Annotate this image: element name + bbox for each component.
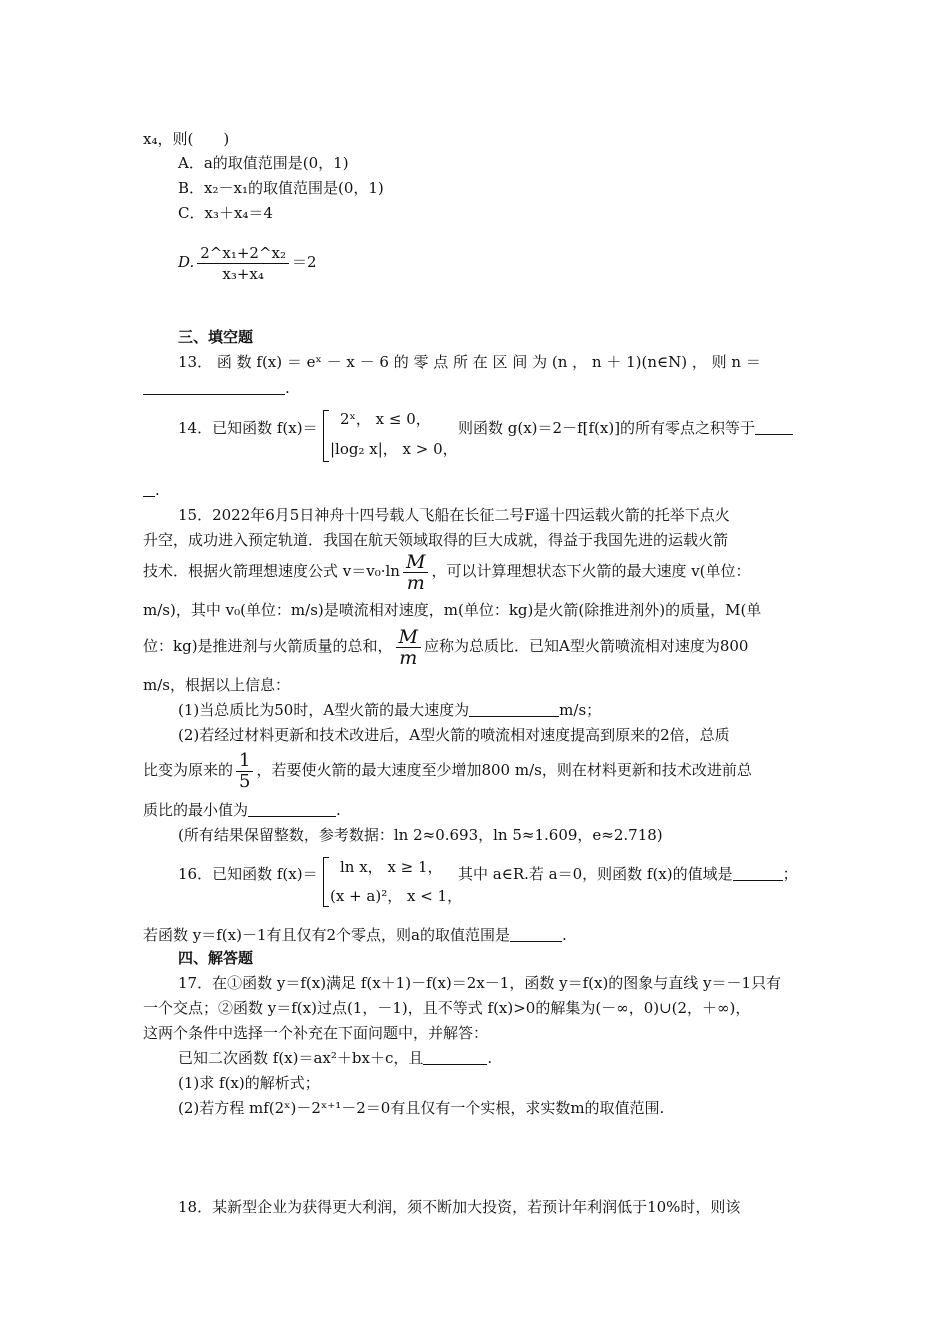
q17-line2: 一个交点；②函数 y＝f(x)过点(1，－1)，且不等式 f(x)>0的解集为(－∞，0)∪(2，＋∞)， [143, 999, 751, 1017]
section-heading-solutions: 四、解答题 [178, 949, 254, 967]
q12-option-b: B．x₂－x₁的取值范围是(0，1) [178, 179, 384, 197]
q16-lead: 16．已知函数 f(x)＝ [178, 865, 318, 883]
q14-answer-blank[interactable] [755, 420, 793, 435]
q18-line1: 18．某新型企业为获得更大利润，须不断加大投资，若预计年利润低于10%时，则该 [178, 1198, 741, 1216]
q15-line4: m/s)，其中 v₀(单位：m/s)是喷流相对速度，m(单位：kg)是火箭(除推进剂外)的质量，M(单 [143, 601, 762, 619]
q14-tail-text: 则函数 g(x)＝2－f[f(x)]的所有零点之积等于 [458, 419, 756, 437]
q13-line1: 13． 函 数 f(x) ＝ eˣ － x － 6 的 零 点 所 在 区 间 为 (n ， n ＋ 1)(n∈N) ， 则 n ＝ [178, 353, 761, 371]
q16-tail-end: ； [782, 865, 798, 883]
q16-tail-text: 其中 a∈R.若 a＝0，则函数 f(x)的值域是 [458, 865, 733, 883]
q15-part2-line2-pre: 比变为原来的 [143, 761, 234, 779]
q15-part2-line3 [143, 800, 341, 820]
q16-piecewise-brace [323, 857, 324, 907]
q15-frac2-den: m [399, 646, 418, 669]
q12-option-d-tail: ＝2 [292, 253, 317, 271]
q16-tail [458, 864, 798, 884]
q14-answer-blank-cont [143, 482, 155, 497]
q15-part1-blank[interactable] [469, 702, 559, 717]
q15-line3-post: ，可以计算理想状态下火箭的最大速度 v(单位： [431, 562, 751, 580]
q17-part1: (1)求 f(x)的解析式； [178, 1074, 320, 1092]
q16-range-blank[interactable] [733, 866, 783, 881]
q15-frac2-num: M [396, 627, 421, 648]
q15-mass-ratio-fraction-2 [396, 627, 421, 668]
q13-line2 [143, 378, 290, 398]
q15-part1-pre: (1)当总质比为50时，A型火箭的最大速度为 [178, 701, 470, 719]
q15-part1-post: m/s； [559, 701, 602, 719]
q12-tail: x₄，则( ) [143, 130, 230, 148]
q16-a-range-blank[interactable] [510, 927, 562, 942]
q13-line2-tail: . [285, 379, 290, 397]
q15-part2-blank[interactable] [248, 802, 336, 817]
q17-part2: (2)若方程 mf(2ˣ)－2ˣ⁺¹－2＝0有且仅有一个实根，求实数m的取值范围. [178, 1099, 665, 1117]
q16-case2: (x + a)²， x < 1， [330, 887, 463, 905]
q12-option-d-label: D. [178, 253, 195, 271]
q15-one-fifth-den: 5 [239, 770, 251, 792]
q15-part1 [178, 700, 601, 720]
q17-line4-pre: 已知二次函数 f(x)＝ax²＋bx＋c，且 [178, 1049, 424, 1067]
q12-option-d [178, 238, 317, 286]
q17-line3: 这两个条件中选择一个补充在下面问题中，并解答： [143, 1024, 489, 1042]
q14-line2-tail: . [155, 481, 160, 499]
q15-line1: 15．2022年6月5日神舟十四号载人飞船在长征二号F遥十四运载火箭的托举下点火 [178, 506, 730, 524]
q14-case1: 2ˣ， x ≤ 0， [340, 410, 431, 428]
q14-tail [458, 418, 793, 438]
q15-line6: m/s，根据以上信息： [143, 676, 290, 694]
q14-case2: |log₂ x|， x > 0， [330, 440, 458, 458]
q14-line2 [143, 480, 160, 500]
q15-part2-line2 [143, 746, 752, 794]
q12-option-d-fraction [197, 243, 289, 284]
q17-line4 [178, 1048, 492, 1068]
q17-line4-post: . [487, 1049, 493, 1067]
q15-line5-post: 应称为总质比．已知A型火箭喷流相对速度为800 [424, 637, 749, 655]
q15-line2: 升空，成功进入预定轨道．我国在航天领域取得的巨大成就，得益于我国先进的运载火箭 [143, 531, 729, 549]
q15-part2-line3-post: . [336, 801, 341, 819]
q15-mass-ratio-fraction [403, 552, 428, 593]
q15-line3 [143, 547, 751, 595]
section-heading-fill-in: 三、填空题 [178, 328, 254, 346]
q15-frac-den: m [406, 571, 425, 594]
q15-line3-pre: 技术．根据火箭理想速度公式 v＝v₀·ln [143, 562, 400, 580]
q15-line5 [143, 622, 748, 670]
q15-one-fifth-fraction [236, 751, 253, 792]
q14-piecewise-brace [323, 410, 324, 462]
q15-part2-line1: (2)若经过材料更新和技术改进后，A型火箭的喷流相对速度提高到原来的2倍，总质 [178, 726, 730, 744]
q12-option-a: A．a的取值范围是(0，1) [178, 154, 349, 172]
q17-line1: 17．在①函数 y＝f(x)满足 f(x＋1)－f(x)＝2x－1，函数 y＝f(x)的图象与直线 y＝－1只有 [178, 974, 782, 992]
q15-one-fifth-num: 1 [236, 751, 253, 772]
q12-option-d-numerator: 2^x₁+2^x₂ [197, 243, 289, 264]
q14-lead: 14．已知函数 f(x)＝ [178, 419, 318, 437]
q12-option-d-denominator: x₃+x₄ [222, 264, 264, 283]
q16-line2-pre: 若函数 y＝f(x)－1有且仅有2个零点，则a的取值范围是 [143, 926, 510, 944]
q15-part2-line3-pre: 质比的最小值为 [143, 801, 249, 819]
q15-line5-pre: 位：kg)是推进剂与火箭质量的总和， [143, 637, 393, 655]
q15-note: (所有结果保留整数，参考数据：ln 2≈0.693，ln 5≈1.609，e≈2.718) [178, 826, 663, 844]
q15-part2-line2-post: ，若要使火箭的最大速度至少增加800 m/s，则在材料更新和技术改进前总 [256, 761, 752, 779]
q16-line2 [143, 925, 567, 945]
q16-line2-post: . [562, 926, 567, 944]
q15-frac-num: M [403, 552, 428, 573]
q16-case1: ln x， x ≥ 1， [340, 858, 443, 876]
q13-answer-blank[interactable] [143, 380, 285, 395]
q12-option-c: C．x₃＋x₄＝4 [178, 204, 273, 222]
q17-condition-blank[interactable] [423, 1050, 487, 1065]
